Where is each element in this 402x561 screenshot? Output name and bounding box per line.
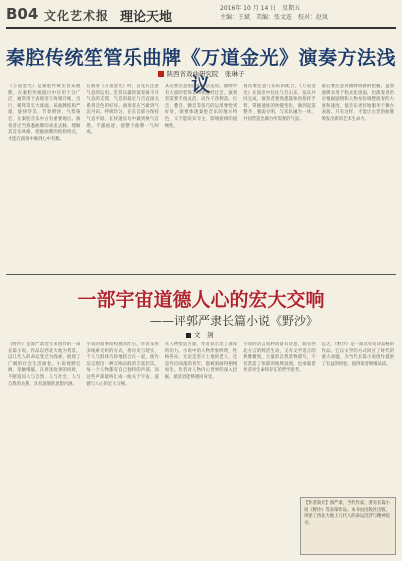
issue-meta [220, 4, 398, 22]
article1-col-2: 在演奏《万道金光》时，首先应注意气息的运用。笙管乐器的演奏离不开气息的支撑，气息的稳定与否直接关系到音色的好坏。演奏者应当做到气沉丹田，呼吸均匀，在长音部分保持气息平稳，在快速乐句中做到换气自然，不露痕迹，使整个曲牌一气呵成。 [86, 84, 159, 136]
article1-body [8, 84, 394, 268]
article1-byline [0, 69, 402, 78]
article2-author: 文 剑 [194, 331, 214, 339]
byline-square-icon [186, 333, 191, 338]
article2-title: 一部宇宙道德人心的宏大交响 [77, 289, 325, 311]
byline-square-icon [158, 71, 164, 77]
article1-col-1: 《万道金光》是秦腔传统笙管乐曲牌，在秦腔传统剧目中应用十分广泛，通常用于表现帝王将相升帐、出行、朝拜等宏大场面。该曲牌结构严谨，旋律华美，节奏明快，气势恢宏，在秦腔音乐中占有重要地位。演奏者应当熟悉曲牌的来龙去脉，理解其音乐风格，把握曲牌的结构特点，才能在演奏中做到心中有数。 [8, 84, 81, 142]
section-name: 理论天地 [120, 10, 173, 25]
article2-col-1: 《野沙》是郭严隶近年来创作的一部长篇小说。作品以西北大地为背景，以几代人的命运变迁为线索，展现了广阔的社会生活画卷。小说视野宏阔，笔触细腻，在讲述故事的同时，不断追问人与自然、人与社会、人与自我的关系，具有深刻的思想内涵。 [8, 342, 81, 387]
newspaper-name: 文化艺术报 [44, 9, 110, 23]
book-info-box: 【作者简介】郭严隶，当代作家，著有长篇小说《野沙》等多部作品。本书由出版社出版，讲述了西北大地上几代人的命运沉浮与精神追寻。 [300, 497, 396, 555]
page-header [0, 0, 402, 30]
header-rule [6, 27, 396, 29]
article2-byline [186, 330, 214, 339]
article1-title: 秦腔传统笙管乐曲牌《万道金光》演奏方法浅议 [5, 47, 396, 96]
article1-col-4: 再次要注意与乐队的配合。《万道金光》在演出中往往与打击乐、弦乐共同完成，演奏者要熟悉鼓师的指挥手势，掌握速度的快慢变化，做到起落整齐、强弱分明，与乐队融为一体，共同营造出舞台所需要的气氛。 [243, 84, 316, 122]
issue-date: 2016年 10 月 14 日 星期五 [220, 5, 301, 12]
page-number: B04 [6, 5, 39, 23]
article1-author: 陕西省戏曲研究院 张琳子 [166, 70, 245, 78]
issue-editors: 主编：王斌 美编：张文连 校对：赵岚 [220, 14, 329, 21]
article2-col-3: 在人物塑造方面，作者显示出了深厚的功力。小说中的人物形象鲜明，性格各异，无论是坚守土地的老人，还是外出闯荡的青年，都被刻画得栩栩如生。作者对人物内心世界的深入挖掘，使读者能够感同身受。 [164, 342, 238, 380]
article2-col-5: 总之，《野沙》是一部具有史诗品格的作品。它以文学的方式回应了时代的重大命题，为当代长篇小说创作提供了有益的经验，值得读者细细品读。 [321, 342, 395, 367]
article1-col-3: 其次要注意指法的灵活运用。曲牌中有大量的装饰音和快速经过音，演奏者需要手指灵活、动作干净利落。打音、叠音、颤音等技巧的运用要恰到好处，既要体现秦腔音乐的地方特色，又不能喧宾夺主，影响旋律的流畅性。 [164, 84, 238, 129]
article1-col-5: 最后要注意对曲牌情感的把握。虽然曲牌多用于程式化场面，但演奏者仍应根据剧情和人物身份调整演奏的力度和速度，使音乐更好地服务于舞台表演。只有这样，才能让古老的曲牌焕发出新的艺术生命力。 [321, 84, 395, 122]
article2-col-2: 小说的叙事结构独具匠心。作者采用多线索交织的方式，将历史与现实、个人与群体巧妙地结合在一起，使作品呈现出一种交响乐般的丰富层次。每一个人物都有自己独特的声部，而这些声部最终汇成一曲关于宇宙、道德与人心的宏大交响。 [86, 342, 159, 387]
article2-subtitle: ——评郭严隶长篇小说《野沙》 [150, 314, 319, 328]
section-divider [6, 274, 396, 275]
article2-col-4: 小说的语言质朴而富有诗意，既有西北方言的鲜活生动，又有文学语言的典雅精致。大量的自然景物描写，不仅营造了浓郁的地域氛围，也承载着作者对生命和存在的哲学思考。 [243, 342, 316, 374]
